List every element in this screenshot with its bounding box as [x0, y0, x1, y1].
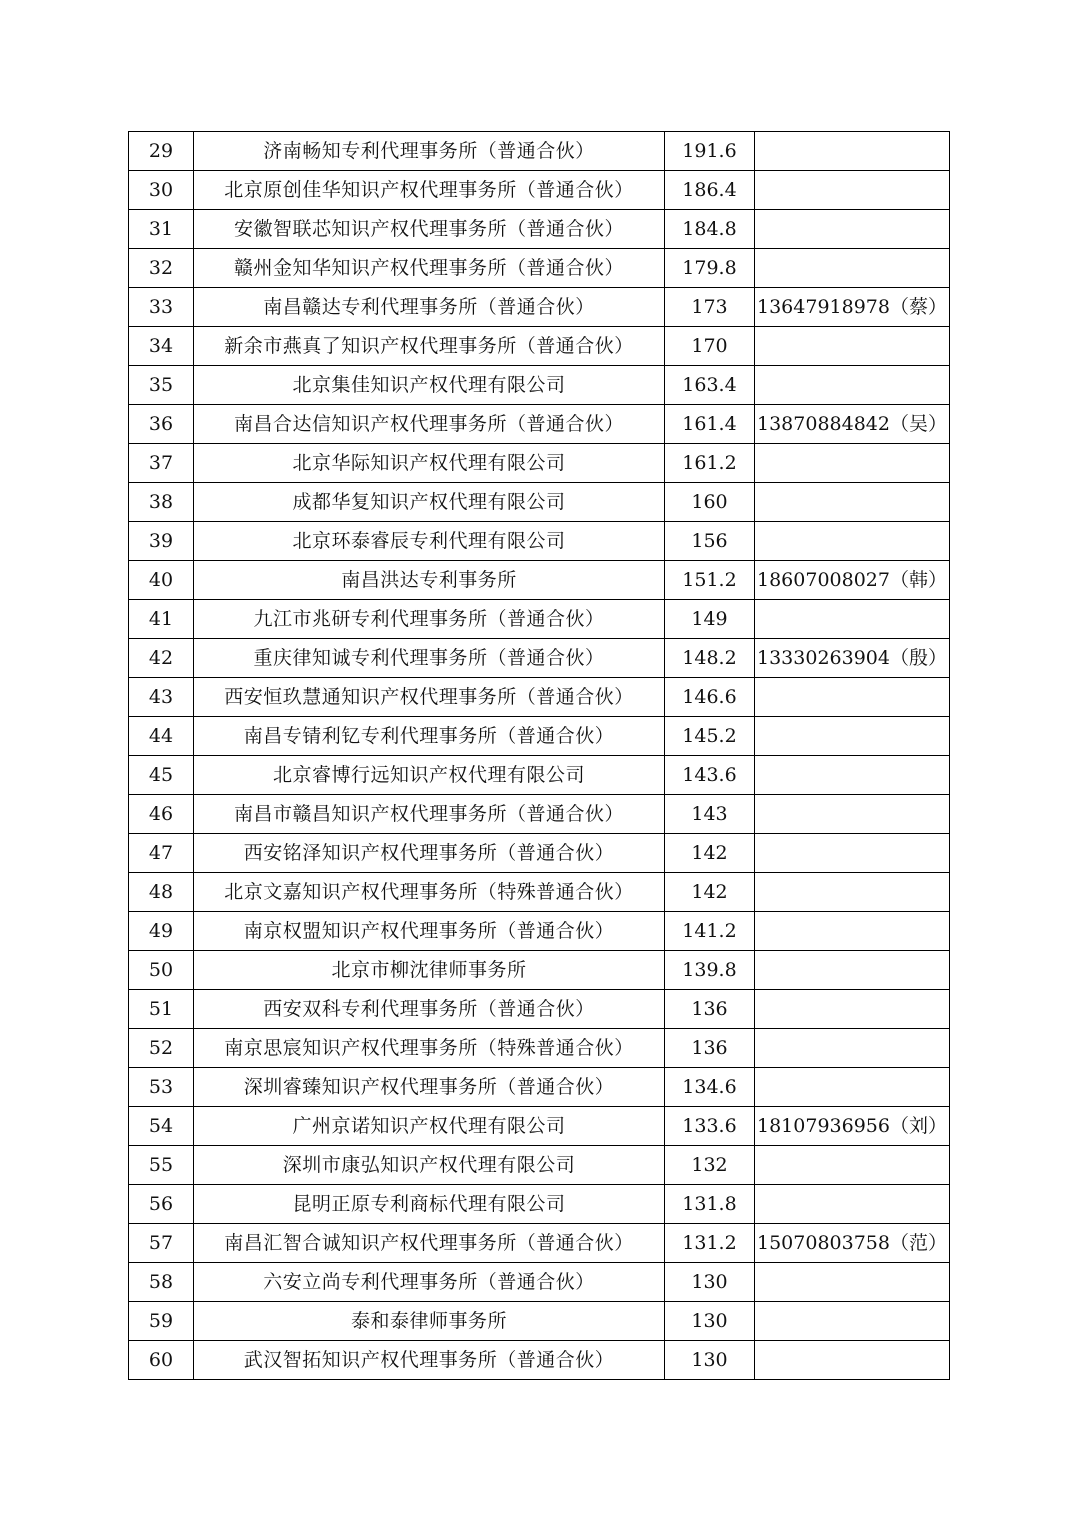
- agency-name-cell: 泰和泰律师事务所: [194, 1302, 665, 1341]
- contact-cell: [755, 132, 950, 171]
- rank-number-cell: 49: [129, 912, 194, 951]
- table-row: [129, 1029, 950, 1068]
- rank-number-cell: 36: [129, 405, 194, 444]
- agency-ranking-table: [128, 131, 950, 1380]
- table-row: [129, 171, 950, 210]
- score-cell: 186.4: [665, 171, 755, 210]
- rank-number-cell: 48: [129, 873, 194, 912]
- table-row: [129, 1341, 950, 1380]
- rank-number-cell: 57: [129, 1224, 194, 1263]
- contact-cell: [755, 210, 950, 249]
- table-row: [129, 912, 950, 951]
- agency-name-cell: 北京睿博行远知识产权代理有限公司: [194, 756, 665, 795]
- agency-name-cell: 重庆律知诚专利代理事务所（普通合伙）: [194, 639, 665, 678]
- table-row: [129, 1146, 950, 1185]
- score-cell: 134.6: [665, 1068, 755, 1107]
- agency-name-cell: 南昌洪达专利事务所: [194, 561, 665, 600]
- contact-cell: [755, 444, 950, 483]
- table-row: [129, 1224, 950, 1263]
- contact-cell: [755, 1263, 950, 1302]
- contact-cell: [755, 795, 950, 834]
- rank-number-cell: 30: [129, 171, 194, 210]
- rank-number-cell: 43: [129, 678, 194, 717]
- contact-cell: [755, 873, 950, 912]
- table-row: [129, 600, 950, 639]
- contact-cell: 13647918978（蔡）: [755, 288, 950, 327]
- table-row: [129, 483, 950, 522]
- contact-cell: [755, 600, 950, 639]
- rank-number-cell: 40: [129, 561, 194, 600]
- contact-cell: [755, 1341, 950, 1380]
- rank-number-cell: 45: [129, 756, 194, 795]
- rank-number-cell: 35: [129, 366, 194, 405]
- score-cell: 170: [665, 327, 755, 366]
- rank-number-cell: 44: [129, 717, 194, 756]
- contact-cell: 13870884842（吴）: [755, 405, 950, 444]
- table-row: [129, 834, 950, 873]
- rank-number-cell: 50: [129, 951, 194, 990]
- score-cell: 145.2: [665, 717, 755, 756]
- table-row: [129, 1185, 950, 1224]
- score-cell: 143.6: [665, 756, 755, 795]
- score-cell: 133.6: [665, 1107, 755, 1146]
- agency-name-cell: 武汉智拓知识产权代理事务所（普通合伙）: [194, 1341, 665, 1380]
- score-cell: 141.2: [665, 912, 755, 951]
- table-row: [129, 561, 950, 600]
- rank-number-cell: 53: [129, 1068, 194, 1107]
- contact-cell: 18107936956（刘）: [755, 1107, 950, 1146]
- agency-name-cell: 南昌市赣昌知识产权代理事务所（普通合伙）: [194, 795, 665, 834]
- contact-cell: [755, 678, 950, 717]
- table-row: [129, 1302, 950, 1341]
- agency-name-cell: 成都华复知识产权代理有限公司: [194, 483, 665, 522]
- rank-number-cell: 33: [129, 288, 194, 327]
- agency-name-cell: 济南畅知专利代理事务所（普通合伙）: [194, 132, 665, 171]
- agency-name-cell: 安徽智联芯知识产权代理事务所（普通合伙）: [194, 210, 665, 249]
- agency-name-cell: 六安立尚专利代理事务所（普通合伙）: [194, 1263, 665, 1302]
- table-row: [129, 1068, 950, 1107]
- contact-cell: [755, 1068, 950, 1107]
- contact-cell: [755, 717, 950, 756]
- rank-number-cell: 47: [129, 834, 194, 873]
- table-row: [129, 327, 950, 366]
- table-row: [129, 678, 950, 717]
- contact-cell: [755, 327, 950, 366]
- agency-name-cell: 南京思宸知识产权代理事务所（特殊普通合伙）: [194, 1029, 665, 1068]
- contact-cell: 18607008027（韩）: [755, 561, 950, 600]
- table-row: [129, 288, 950, 327]
- contact-cell: [755, 366, 950, 405]
- contact-cell: [755, 990, 950, 1029]
- rank-number-cell: 55: [129, 1146, 194, 1185]
- table-row: [129, 873, 950, 912]
- contact-cell: [755, 171, 950, 210]
- agency-name-cell: 南昌专锖利钇专利代理事务所（普通合伙）: [194, 717, 665, 756]
- contact-cell: [755, 1146, 950, 1185]
- agency-name-cell: 西安铭泽知识产权代理事务所（普通合伙）: [194, 834, 665, 873]
- rank-number-cell: 58: [129, 1263, 194, 1302]
- contact-cell: [755, 1302, 950, 1341]
- score-cell: 191.6: [665, 132, 755, 171]
- rank-number-cell: 46: [129, 795, 194, 834]
- rank-number-cell: 29: [129, 132, 194, 171]
- score-cell: 139.8: [665, 951, 755, 990]
- score-cell: 136: [665, 1029, 755, 1068]
- score-cell: 184.8: [665, 210, 755, 249]
- table-row: [129, 444, 950, 483]
- table-row: [129, 405, 950, 444]
- rank-number-cell: 59: [129, 1302, 194, 1341]
- agency-name-cell: 深圳睿臻知识产权代理事务所（普通合伙）: [194, 1068, 665, 1107]
- score-cell: 173: [665, 288, 755, 327]
- score-cell: 161.2: [665, 444, 755, 483]
- agency-name-cell: 昆明正原专利商标代理有限公司: [194, 1185, 665, 1224]
- table-body: [129, 132, 950, 1380]
- score-cell: 130: [665, 1341, 755, 1380]
- score-cell: 160: [665, 483, 755, 522]
- rank-number-cell: 37: [129, 444, 194, 483]
- score-cell: 148.2: [665, 639, 755, 678]
- score-cell: 161.4: [665, 405, 755, 444]
- rank-number-cell: 38: [129, 483, 194, 522]
- table-row: [129, 717, 950, 756]
- contact-cell: 13330263904（殷）: [755, 639, 950, 678]
- table-row: [129, 366, 950, 405]
- table-row: [129, 951, 950, 990]
- rank-number-cell: 39: [129, 522, 194, 561]
- score-cell: 149: [665, 600, 755, 639]
- table-row: [129, 756, 950, 795]
- agency-name-cell: 深圳市康弘知识产权代理有限公司: [194, 1146, 665, 1185]
- rank-number-cell: 32: [129, 249, 194, 288]
- agency-name-cell: 南昌汇智合诚知识产权代理事务所（普通合伙）: [194, 1224, 665, 1263]
- score-cell: 131.8: [665, 1185, 755, 1224]
- score-cell: 156: [665, 522, 755, 561]
- contact-cell: [755, 756, 950, 795]
- table-row: [129, 132, 950, 171]
- rank-number-cell: 56: [129, 1185, 194, 1224]
- rank-number-cell: 34: [129, 327, 194, 366]
- rank-number-cell: 52: [129, 1029, 194, 1068]
- agency-name-cell: 北京集佳知识产权代理有限公司: [194, 366, 665, 405]
- table-row: [129, 795, 950, 834]
- score-cell: 132: [665, 1146, 755, 1185]
- table-row: [129, 210, 950, 249]
- agency-name-cell: 新余市燕真了知识产权代理事务所（普通合伙）: [194, 327, 665, 366]
- contact-cell: [755, 951, 950, 990]
- contact-cell: [755, 1029, 950, 1068]
- table-row: [129, 990, 950, 1029]
- agency-name-cell: 九江市兆研专利代理事务所（普通合伙）: [194, 600, 665, 639]
- score-cell: 163.4: [665, 366, 755, 405]
- agency-name-cell: 赣州金知华知识产权代理事务所（普通合伙）: [194, 249, 665, 288]
- agency-name-cell: 南昌合达信知识产权代理事务所（普通合伙）: [194, 405, 665, 444]
- agency-name-cell: 南京权盟知识产权代理事务所（普通合伙）: [194, 912, 665, 951]
- score-cell: 142: [665, 873, 755, 912]
- agency-name-cell: 北京市柳沈律师事务所: [194, 951, 665, 990]
- score-cell: 130: [665, 1263, 755, 1302]
- score-cell: 131.2: [665, 1224, 755, 1263]
- table-row: [129, 522, 950, 561]
- score-cell: 130: [665, 1302, 755, 1341]
- score-cell: 136: [665, 990, 755, 1029]
- agency-name-cell: 南昌赣达专利代理事务所（普通合伙）: [194, 288, 665, 327]
- rank-number-cell: 60: [129, 1341, 194, 1380]
- score-cell: 179.8: [665, 249, 755, 288]
- agency-name-cell: 北京环泰睿辰专利代理有限公司: [194, 522, 665, 561]
- contact-cell: [755, 483, 950, 522]
- contact-cell: [755, 834, 950, 873]
- contact-cell: [755, 1185, 950, 1224]
- rank-number-cell: 41: [129, 600, 194, 639]
- contact-cell: [755, 522, 950, 561]
- contact-cell: 15070803758（范）: [755, 1224, 950, 1263]
- score-cell: 142: [665, 834, 755, 873]
- agency-name-cell: 广州京诺知识产权代理有限公司: [194, 1107, 665, 1146]
- agency-name-cell: 西安恒玖慧通知识产权代理事务所（普通合伙）: [194, 678, 665, 717]
- score-cell: 151.2: [665, 561, 755, 600]
- rank-number-cell: 51: [129, 990, 194, 1029]
- table-row: [129, 1107, 950, 1146]
- rank-number-cell: 42: [129, 639, 194, 678]
- score-cell: 143: [665, 795, 755, 834]
- table-row: [129, 1263, 950, 1302]
- table-row: [129, 639, 950, 678]
- agency-name-cell: 北京华际知识产权代理有限公司: [194, 444, 665, 483]
- agency-name-cell: 西安双科专利代理事务所（普通合伙）: [194, 990, 665, 1029]
- agency-name-cell: 北京原创佳华知识产权代理事务所（普通合伙）: [194, 171, 665, 210]
- contact-cell: [755, 249, 950, 288]
- table-row: [129, 249, 950, 288]
- rank-number-cell: 31: [129, 210, 194, 249]
- score-cell: 146.6: [665, 678, 755, 717]
- rank-number-cell: 54: [129, 1107, 194, 1146]
- contact-cell: [755, 912, 950, 951]
- agency-name-cell: 北京文嘉知识产权代理事务所（特殊普通合伙）: [194, 873, 665, 912]
